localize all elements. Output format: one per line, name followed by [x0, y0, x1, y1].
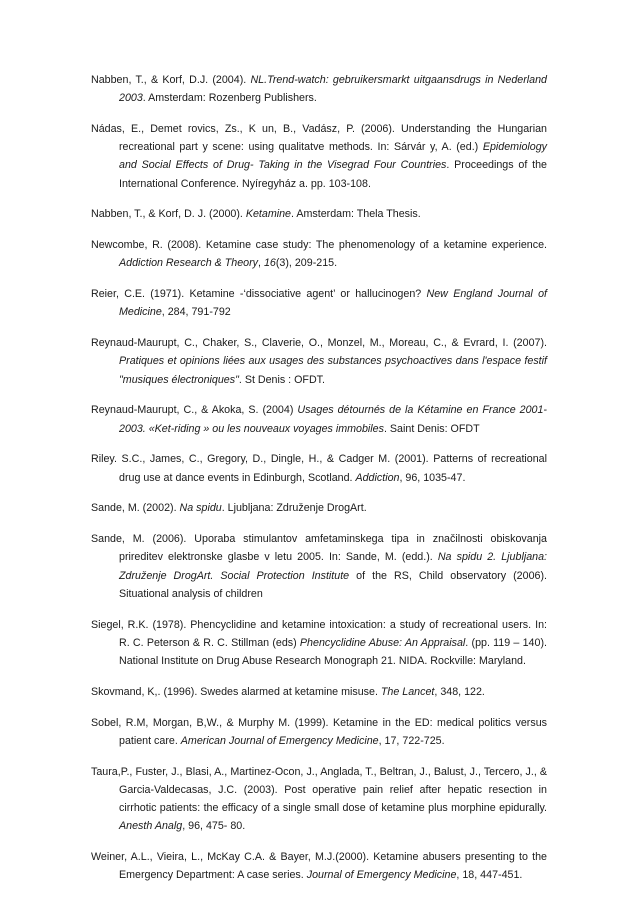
reference-text: Siegel, R.K. (1978). Phencyclidine and ketamine intoxication: a study of recreational users. In: R. C. Peterson & R. C. Stillman (eds)	[91, 618, 547, 649]
reference-text: . St Denis : OFDT.	[238, 373, 325, 386]
reference-text: . Ljubljana: Združenje DrogArt.	[221, 502, 367, 515]
reference-text: Sande, M. (2006). Uporaba stimulantov amfetaminskega tipa in značilnosti obiskovanja prireditev elektronske glasbe v letu 2005. In: Sande, M. (edd.).	[91, 533, 547, 564]
reference-text: Taura,P., Fuster, J., Blasi, A., Martinez-Ocon, J., Anglada, T., Beltran, J., Balust, J., Tercero, J., & Garcia-Valdecasas, J.C. (2003). Post operative pain relief after hepatic resection in cirrhotic patients: the efficacy of a single small dose of ketamine plus morphine epidurally.	[91, 765, 547, 815]
reference-entry	[91, 205, 547, 223]
reference-italic-text: Addiction	[355, 471, 400, 484]
reference-italic-text: Pratiques et opinions liées aux usages des substances psychoactives dans l'espace festif "musiques électroniques"	[119, 355, 547, 386]
reference-text: Sande, M. (2002).	[91, 502, 180, 515]
reference-italic-text: American Journal of Emergency Medicine	[180, 734, 379, 747]
reference-text: Nádas, E., Demet rovics, Zs., K un, B., Vadász, P. (2006). Understanding the Hungarian recreational part y scene: using qualitatve methods. In: Sárvár y, A. (ed.)	[91, 123, 547, 154]
reference-italic-text: New England Journal of Medicine	[119, 288, 547, 319]
reference-text: , 18, 447-451.	[456, 869, 523, 882]
reference-italic-text: The Lancet	[380, 685, 435, 698]
reference-italic-text: Phencyclidine Abuse: An Appraisal	[299, 636, 466, 649]
reference-entry	[91, 450, 547, 486]
reference-italic-text: Usages détournés de la Kétamine en France 2001-2003. «Ket-riding » ou les nouveaux voyages immobiles	[119, 404, 547, 435]
reference-entry	[91, 616, 547, 671]
reference-italic-text: Na spidu 2. Ljubljana: Združenje DrogArt. Social Protection Institute	[119, 551, 547, 582]
reference-text: . Proceedings of the International Conference. Nyíregyház a. pp. 103-108.	[119, 159, 547, 190]
reference-text: Sobel, R.M, Morgan, B,W., & Murphy M. (1999). Ketamine in the ED: medical politics versus patient care.	[91, 716, 547, 747]
reference-text: Reier, C.E. (1971). Ketamine -‘dissociative agent’ or hallucinogen?	[91, 288, 427, 301]
reference-text: . Amsterdam: Rozenberg Publishers.	[142, 92, 317, 105]
reference-entry	[91, 120, 547, 193]
reference-entry	[91, 285, 547, 321]
reference-entry	[91, 401, 547, 437]
reference-text: , 96, 475- 80.	[182, 820, 246, 833]
reference-entry	[91, 530, 547, 603]
reference-italic-text: Addiction Research & Theory	[119, 257, 259, 270]
reference-text: Skovmand, K,. (1996). Swedes alarmed at ketamine misuse.	[91, 685, 381, 698]
reference-text: , 284, 791-792	[161, 306, 231, 319]
reference-entry	[91, 334, 547, 389]
reference-text: , 96, 1035-47.	[399, 471, 466, 484]
reference-text: Reynaud-Maurupt, C., & Akoka, S. (2004)	[91, 404, 298, 417]
reference-text: Reynaud-Maurupt, C., Chaker, S., Claverie, O., Monzel, M., Moreau, C., & Evrard, I. (2007).	[91, 337, 547, 350]
reference-entry	[91, 714, 547, 750]
reference-italic-text: NL.Trend-watch: gebruikersmarkt uitgaansdrugs in Nederland 2003	[119, 74, 547, 105]
reference-list	[91, 71, 547, 897]
reference-text: , 348, 122.	[434, 685, 485, 698]
reference-text: of the RS, Child observatory (2006). Situational analysis of children	[119, 569, 547, 600]
reference-entry	[91, 763, 547, 836]
reference-text: Nabben, T., & Korf, D. J. (2000).	[91, 208, 246, 221]
reference-text: . Amsterdam: Thela Thesis.	[291, 208, 421, 221]
reference-entry	[91, 236, 547, 272]
reference-italic-text: Ketamine	[245, 208, 291, 221]
reference-text: Riley. S.C., James, C., Gregory, D., Dingle, H., & Cadger M. (2001). Patterns of recreational drug use at dance events in Edinburgh, Scotland.	[91, 453, 547, 484]
reference-italic-text: Epidemiology and Social Effects of Drug- Taking in the Visegrad Four Countries	[119, 141, 547, 172]
reference-entry	[91, 683, 547, 701]
reference-text: Weiner, A.L., Vieira, L., McKay C.A. & Bayer, M.J.(2000). Ketamine abusers presenting to the Emergency Department: A case series.	[91, 851, 547, 882]
reference-italic-text: Anesth Analg	[119, 820, 183, 833]
reference-entry	[91, 71, 547, 107]
reference-text: Newcombe, R. (2008). Ketamine case study: The phenomenology of a ketamine experience.	[91, 239, 547, 252]
reference-text: . (pp. 119 – 140). National Institute on Drug Abuse Research Monograph 21. NIDA. Rockville: Maryland.	[119, 636, 547, 668]
reference-italic-text: 16	[263, 257, 276, 270]
reference-entry	[91, 848, 547, 884]
reference-text: . Saint Denis: OFDT	[383, 422, 480, 435]
reference-text: (3), 209-215.	[275, 257, 338, 270]
reference-text: Nabben, T., & Korf, D.J. (2004).	[91, 74, 251, 86]
reference-text: ,	[258, 257, 264, 270]
reference-italic-text: Journal of Emergency Medicine	[306, 869, 457, 882]
reference-entry	[91, 499, 547, 517]
reference-italic-text: Na spidu	[179, 502, 222, 515]
reference-text: , 17, 722-725.	[378, 734, 445, 747]
